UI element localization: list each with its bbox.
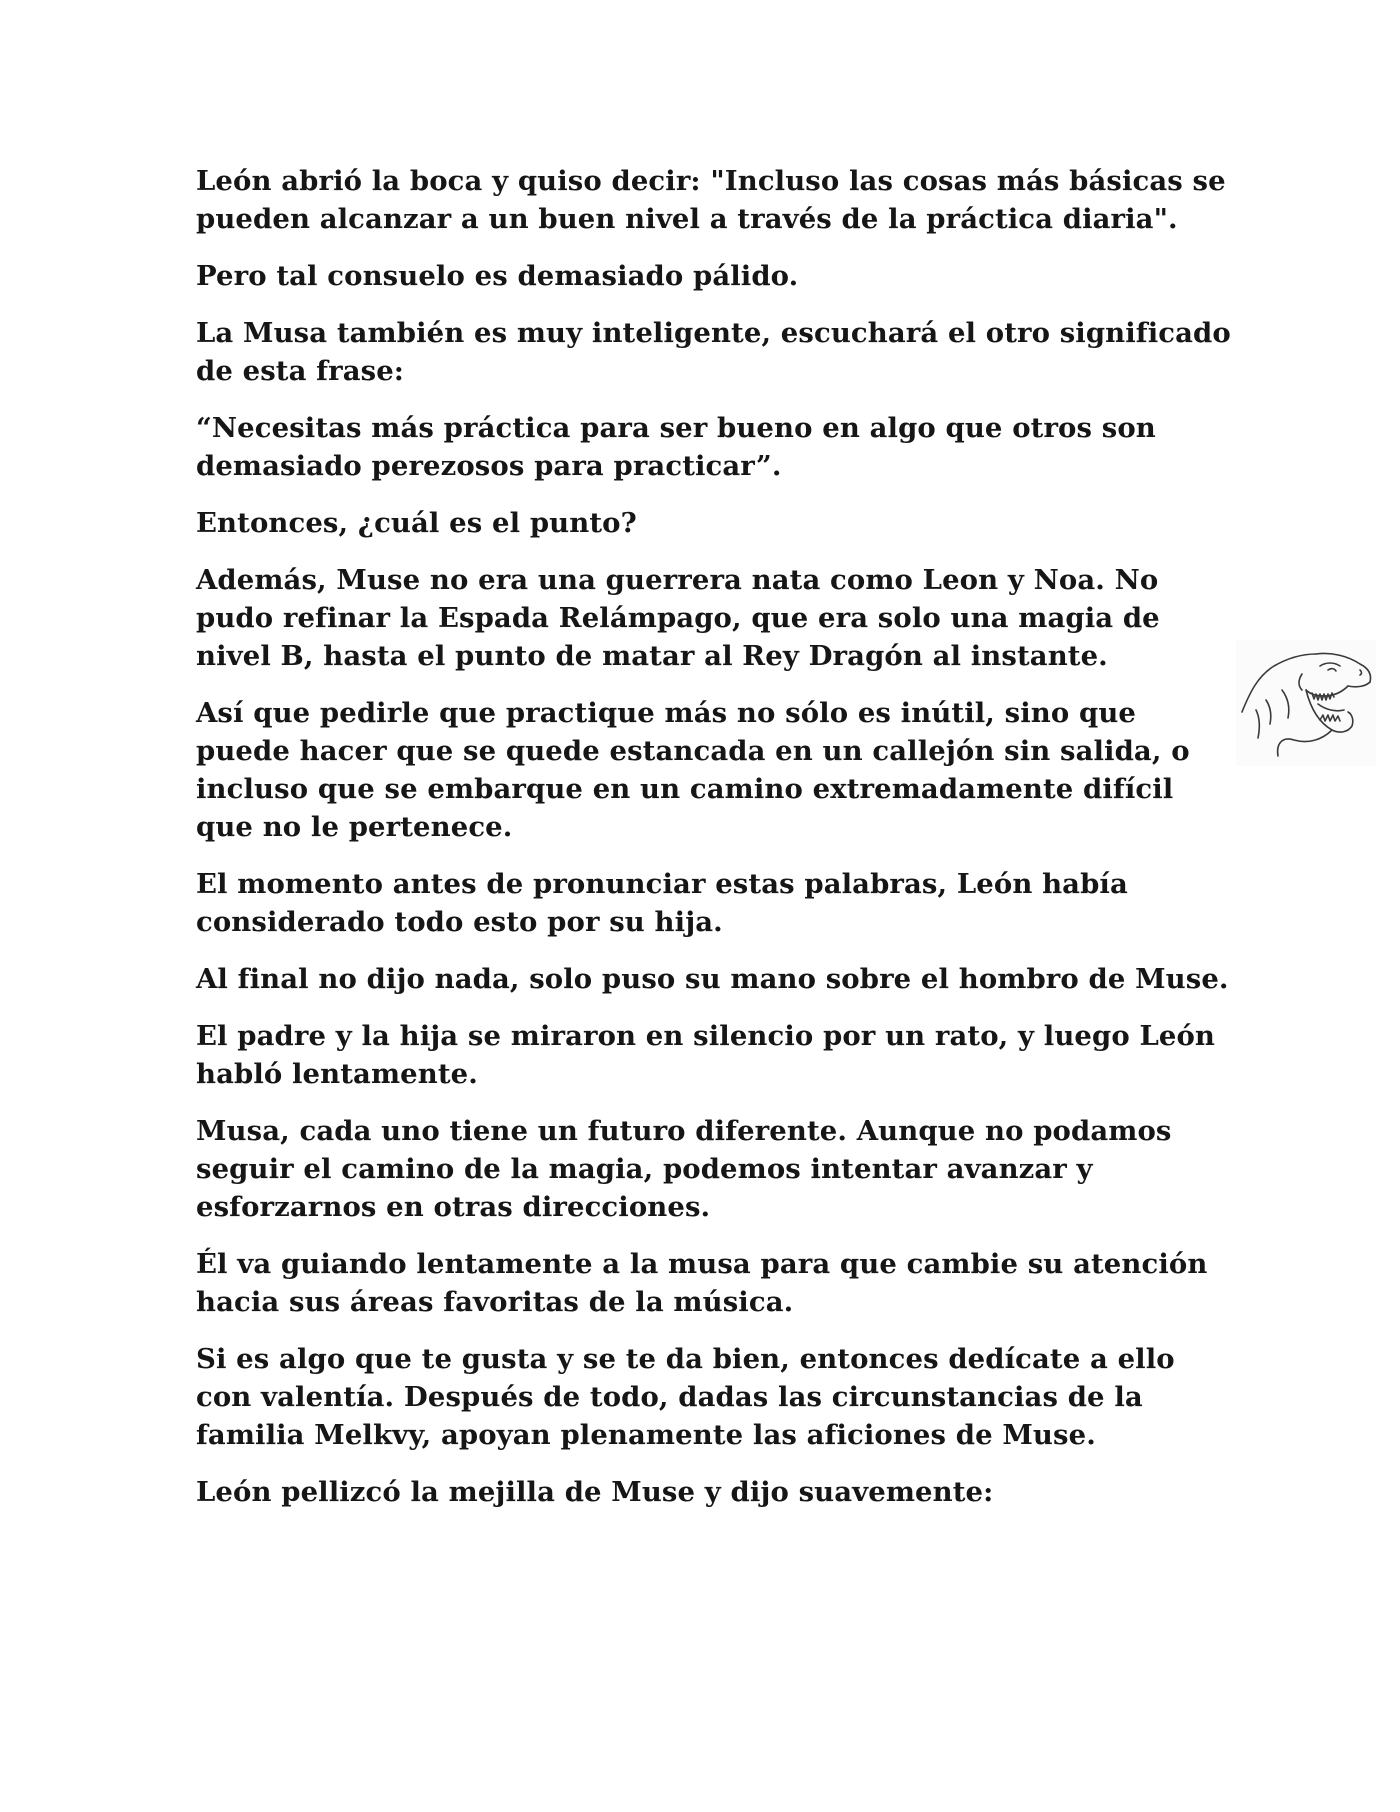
paragraph-1: León abrió la boca y quiso decir: "Incluso las cosas más básicas se pueden alcanzar a un buen nivel a través de la práctica diaria". [196, 165, 1226, 235]
paragraph-2: Pero tal consuelo es demasiado pálido. [196, 260, 799, 292]
paragraph-9: Al final no dijo nada, solo puso su mano sobre el hombro de Muse. [196, 963, 1229, 995]
paragraph-7: Así que pedirle que practique más no sólo es inútil, sino que puede hacer que se quede estancada en un callejón sin salida, o incluso que se embarque en un camino extremadamente difícil que no le pertenece. [196, 697, 1190, 843]
paragraph-8: El momento antes de pronunciar estas palabras, León había considerado todo esto por su hija. [196, 868, 1128, 938]
paragraph-12: Él va guiando lentamente a la musa para que cambie su atención hacia sus áreas favoritas de la música. [196, 1248, 1208, 1318]
paragraph-13: Si es algo que te gusta y se te da bien, entonces dedícate a ello con valentía. Después de todo, dadas las circunstancias de la familia Melkvy, apoyan plenamente las aficiones de Muse. [196, 1343, 1175, 1451]
dinosaur-head-icon [1236, 640, 1376, 766]
paragraph-14: León pellizcó la mejilla de Muse y dijo suavemente: [196, 1476, 994, 1508]
paragraph-10: El padre y la hija se miraron en silencio por un rato, y luego León habló lentamente. [196, 1020, 1216, 1090]
paragraph-6: Además, Muse no era una guerrera nata como Leon y Noa. No pudo refinar la Espada Relámpago, que era solo una magia de nivel B, hasta el punto de matar al Rey Dragón al instante. [196, 564, 1160, 672]
paragraph-11: Musa, cada uno tiene un futuro diferente. Aunque no podamos seguir el camino de la magia, podemos intentar avanzar y esforzarnos en otras direcciones. [196, 1115, 1172, 1223]
text-column [196, 162, 1236, 1530]
paragraph-3: La Musa también es muy inteligente, escuchará el otro significado de esta frase: [196, 317, 1231, 387]
paragraph-5: Entonces, ¿cuál es el punto? [196, 507, 637, 539]
paragraph-4: “Necesitas más práctica para ser bueno en algo que otros son demasiado perezosos para practicar”. [196, 412, 1156, 482]
